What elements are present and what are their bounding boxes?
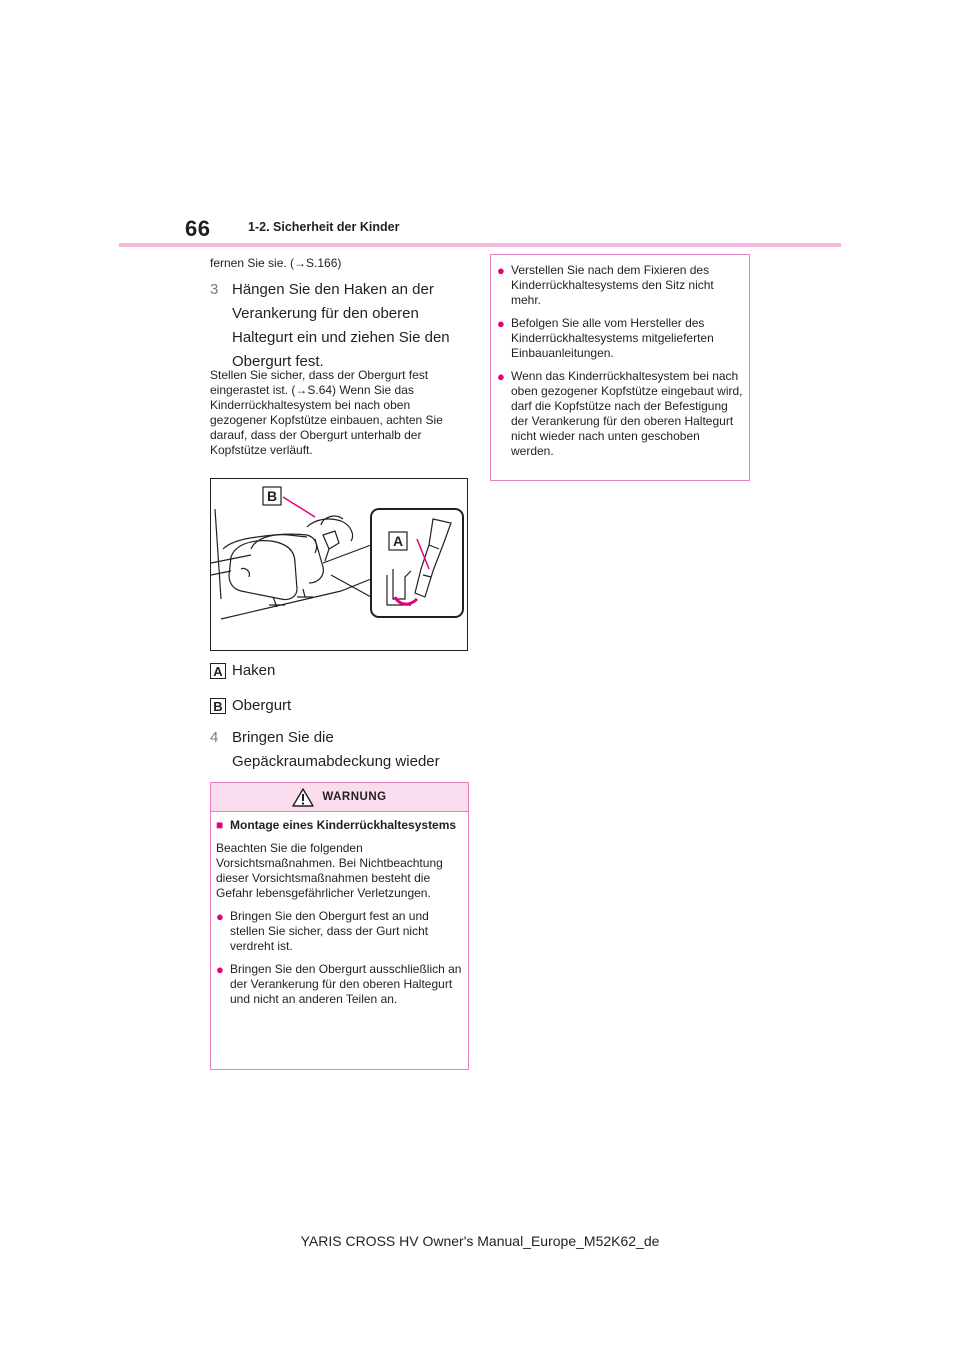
warning-header [211,783,468,812]
step-4-text: Bringen Sie die Gepäckraumabdeckung wieder [232,729,440,770]
section-title: 1-2. Sicherheit der Kinder [248,220,400,234]
legend-label-a: Haken [232,662,276,679]
warning-bullet [216,962,463,1007]
right-bullet [497,316,743,361]
right-info-box [490,254,750,481]
legend-item-b [210,697,468,714]
warning-bullet-text: Bringen Sie den Obergurt ausschließlich an der Verankerung für den oberen Haltegurt und nicht an anderen Teilen an. [230,962,462,1006]
warning-triangle-icon [292,788,314,807]
square-bullet-icon: ■ [216,818,224,832]
note-text: Stellen Sie sicher, dass der Obergurt fest eingerastet ist. (→S.64) Wenn Sie das Kinderrückhaltesystem bei nach oben gezogener Kopfstütze einbauen, achten Sie darauf, dass der Obergurt unterhalb der Kopfstütze verläuft. [210,368,443,457]
page-number: 66 [185,216,211,241]
right-bullet [497,263,743,308]
warning-box [210,782,469,1070]
bullet-dot-icon: ● [216,909,224,924]
legend-key-a: A [210,663,226,679]
warning-heading [216,818,463,833]
step-3-number: 3 [210,281,219,298]
step-4-number: 4 [210,729,219,746]
step-3-text: Hängen Sie den Haken an der Verankerung für den oberen Haltegurt ein und ziehen Sie den Obergurt fest. [232,281,450,370]
footer-text: YARIS CROSS HV Owner's Manual_Europe_M52K62_de [300,1233,660,1249]
warning-bullet-text: Bringen Sie den Obergurt fest an und stellen Sie sicher, dass der Gurt nicht verdreht ist. [230,909,429,953]
hook-illustration [210,478,468,651]
label-b: B [266,488,278,504]
legend-item-a [210,662,468,679]
right-bullet-text: Befolgen Sie alle vom Hersteller des Kinderrückhaltesystems mitgelieferten Einbauanleitungen. [511,316,714,360]
warning-title: WARNUNG [322,791,387,803]
right-bullet-text: Verstellen Sie nach dem Fixieren des Kinderrückhaltesystems den Sitz nicht mehr. [511,263,714,307]
bullet-dot-icon: ● [497,369,505,384]
right-bullet [497,369,743,459]
legend-label-b: Obergurt [232,697,292,714]
bullet-dot-icon: ● [497,316,505,331]
label-a: A [392,533,404,549]
intro-text: fernen Sie sie. (→S.166) [210,256,342,270]
header-rule [119,243,841,247]
seat-anchor-drawing [211,479,467,650]
warning-heading-text: Montage eines Kinderrückhaltesystems [230,818,457,832]
step-3 [210,278,464,374]
bullet-dot-icon: ● [216,962,224,977]
legend-key-b: B [210,698,226,714]
warning-bullet [216,909,463,954]
bullet-dot-icon: ● [497,263,505,278]
right-bullet-text: Wenn das Kinderrückhaltesystem bei nach oben gezogener Kopfstütze eingebaut wird, darf die Kopfstütze nach der Befestigung der Verankerung für den oberen Haltegurt nicht wieder nach unten geschoben werden. [511,369,743,458]
warning-paragraph: Beachten Sie die folgenden Vorsichtsmaßnahmen. Bei Nichtbeachtung dieser Vorsichtsmaßnahmen besteht die Gefahr lebensgefährlicher Verletzungen. [216,841,443,900]
